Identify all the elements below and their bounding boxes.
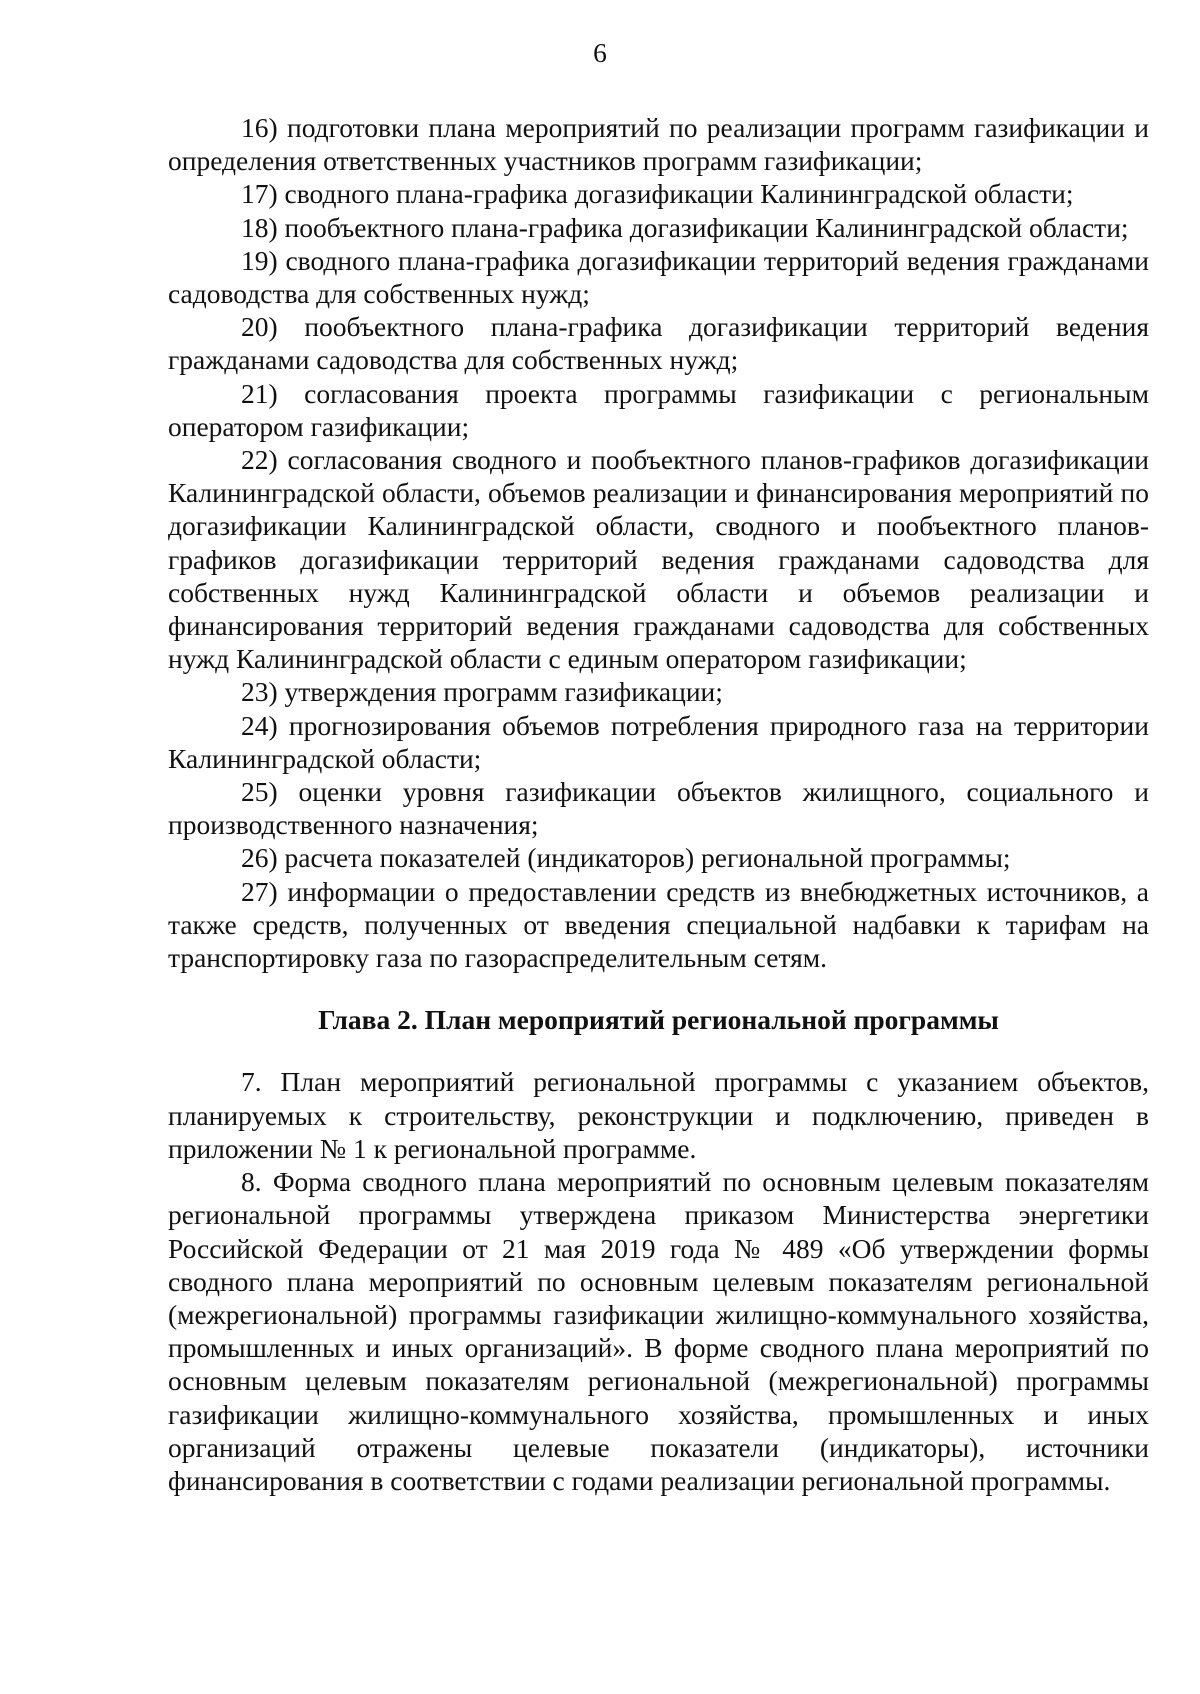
page-number: 6	[593, 37, 607, 68]
list-item-23: 23) утверждения программ газификации;	[241, 676, 723, 708]
list-item-18: 18) пообъектного плана-графика догазификации Калининградской области;	[241, 211, 1129, 243]
list-item-26: 26) расчета показателей (индикаторов) региональной программы;	[241, 842, 1011, 874]
list-item-16: 16) подготовки плана мероприятий по реализации программ газификации и определения ответственных участников программ газификации;	[168, 112, 1149, 177]
list-item-21: 21) согласования проекта программы газификации с региональным оператором газификации;	[168, 377, 1149, 442]
list-item-25: 25) оценки уровня газификации объектов жилищного, социального и производственного назначения;	[168, 776, 1149, 841]
paragraph-7: 7. План мероприятий региональной программы с указанием объектов, планируемых к строительству, реконструкции и подключению, приведен в приложении № 1 к региональной программе.	[168, 1066, 1149, 1164]
list-item-17: 17) сводного плана-графика догазификации Калининградской области;	[241, 178, 1074, 210]
chapter-heading: Глава 2. План мероприятий региональной программы	[318, 1004, 999, 1036]
paragraph-8: 8. Форма сводного плана мероприятий по основным целевым показателям региональной программы утверждена приказом Министерства энергетики Российской Федерации от 21 мая 2019 года № 489 «Об утверждении формы сводного плана мероприятий по основным целевым показателям региональной (межрегиональной) программы газификации жилищно-коммунального хозяйства, промышленных и иных организаций». В форме сводного плана мероприятий по основным целевым показателям региональной (межрегиональной) программы газификации жилищно-коммунального хозяйства, промышленных и иных организаций отражены целевые показатели (индикаторы), источники финансирования в соответствии с годами реализации региональной программы.	[168, 1166, 1149, 1496]
list-item-27: 27) информации о предоставлении средств из внебюджетных источников, а также средств, полученных от введения специальной надбавки к тарифам на транспортировку газа по газораспределительным сетям.	[168, 875, 1149, 974]
list-item-22: 22) согласования сводного и пообъектного планов-графиков догазификации Калининградской области, объемов реализации и финансирования мероприятий по догазификации Калининградской области, сводного и пообъектного планов-графиков догазификации территорий ведения гражданами садоводства для собственных нужд Калининградской области и объемов реализации и финансирования территорий ведения гражданами садоводства для собственных нужд Калининградской области с единым оператором газификации;	[168, 444, 1149, 675]
list-item-19: 19) сводного плана-графика догазификации территорий ведения гражданами садоводства для собственных нужд;	[168, 244, 1149, 310]
list-item-24: 24) прогнозирования объемов потребления природного газа на территории Калининградской области;	[168, 709, 1149, 774]
list-item-20: 20) пообъектного плана-графика догазификации территорий ведения гражданами садоводства для собственных нужд;	[168, 311, 1149, 376]
document-body	[168, 111, 1149, 1497]
